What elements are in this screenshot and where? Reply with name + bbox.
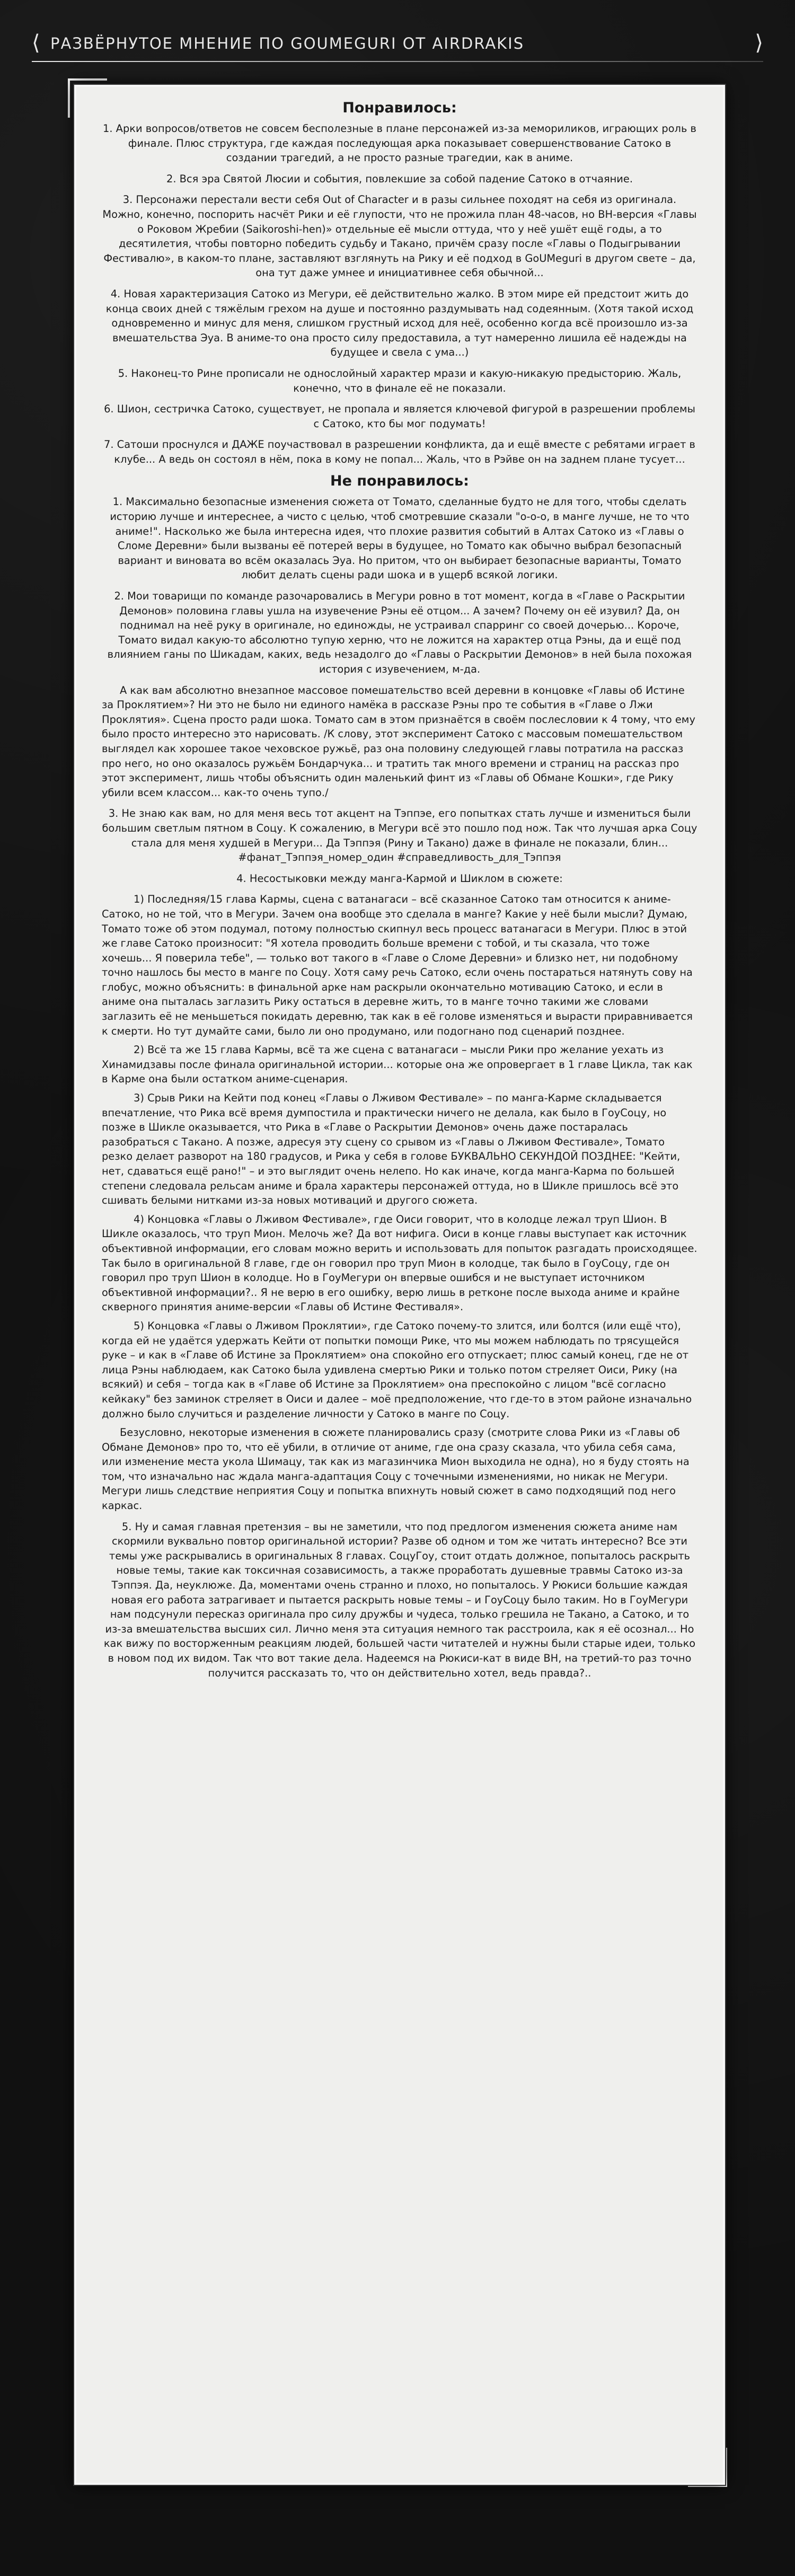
disliked-item: 4. Несостыковки между манга-Кармой и Шиклом в сюжете:	[236, 872, 563, 885]
disliked-item: А как вам абсолютно внезапное массовое помешательство всей деревни в концовке «Главы об Истине за Проклятием»? Ни это не было ни единого намёка в рассказе Рэны про те события в «Главе о Лжи Проклятия». Сцена просто ради шока. Томато сам в этом признаётся в своём послесловии к 4 тому, что ему было просто интересно это нарисовать. /К слову, этот эксперимент Сатоко с массовым помешательством выглядел как хорошее такое чеховское ружьё, раз она половину следующей главы потратила на рассказ про него, но оно оказалось ружьём Бондарчука... и тратить так много времени и страниц на рассказ про этот эксперимент, лишь чтобы объяснить один маленький финт из «Главы об Обмане Кошки», где Рику убили всем классом... как-то очень тупо./	[102, 684, 695, 799]
disliked-item: Безусловно, некоторые изменения в сюжете планировались сразу (смотрите слова Рики из «Главы об Обмане Демонов» про то, что её убили, в отличие от аниме, где она сразу сказала, что убила себя сама, или изменение места укола Шимацу, так как из магазинчика Мион выходила не одна), но я буду стоять на том, что изначально нас ждала манга-адаптация Соцу с точечными изменениями, но никак не Мегури. Мегури лишь следствие неприятия Соцу и попытка впихнуть новый сюжет в само подходящий под него каркас.	[102, 1426, 690, 1512]
review-content	[102, 96, 697, 2473]
header-bracket-left: ⟨	[32, 31, 40, 55]
disliked-subitem: 4) Концовка «Главы о Лживом Фестивале», где Оиси говорит, что в колодце лежал труп Шион. В Шикле оказалось, что труп Мион. Мелочь же? Да вот нифига. Оиси в конце главы выступает как источник объективной информации, его словам можно верить и использовать для попыток разгадать происходящее. Так было в оригинальной 8 главе, где он говорил про труп Мион в колодце, так было в ГоуСоцу, где он говорил про труп Шион в колодце. Но в ГоуМегури он впервые ошибся и не выступает источником объективной информации?.. Я не верю в его ошибку, верю лишь в ретконе после выхода аниме и крайне скверного принятия аниме-версии «Главы об Истине Фестиваля».	[102, 1213, 697, 1313]
disliked-subitem: 3) Срыв Рики на Кейти под конец «Главы о Лживом Фестивале» – по манга-Карме складывается впечатление, что Рика всё время думпостила и практически ничего не делала, как было в ГоуСоцу, но позже в Шикле оказывается, что Рика в «Главе о Раскрытии Демонов» очень даже постаралась разобраться с Такано. А позже, адресуя эту сцену со срывом из «Главы о Лживом Фестивале», Томато резко делает разворот на 180 градусов, и Рика у себя в голове БУКВАЛЬНО СЕКУНДОЙ ПОЗДНЕЕ: "Кейти, нет, сдаваться ещё рано!" – и это выглядит очень нелепо. Но как иначе, когда манга-Карма по большей степени следовала рельсам аниме и брала характеры персонажей оттуда, но в Шикле пришлось всё это сшивать белыми нитками из-за новых мотиваций и другого сюжета.	[102, 1092, 681, 1207]
liked-item: 3. Персонажи перестали вести себя Out of Character и в разы сильнее походят на себя из оригинала. Можно, конечно, поспорить насчёт Рики и её глупости, что не прожила план 48-часов, но ВН-версия «Главы о Роковом Жребии (Saikoroshi-hen)» отдельные её мысли оттуда, что у неё ушёт ещё годы, а то десятилетия, чтобы повторно победить судьбу и Такано, причём сразу после «Главы о Подыгрывании Фестивалю», в каком-то плане, заставляют взглянуть на Рику и её подход в GoUMeguri в другом свете – да, она тут даже умнее и инициативнее себя обычной...	[102, 193, 697, 279]
disliked-heading: Не понравилось:	[330, 473, 469, 490]
liked-item: 4. Новая характеризация Сатоко из Мегури, её действительно жалко. В этом мире ей предстоит жить до конца своих дней с тяжёлым грехом на душе и постоянно раздумывать над содеянным. (Хотя такой исход одновременно и минус для меня, слишком грустный исход для неё, особенно когда всё произошло из-за вмешательства Эуа. В аниме-то она просто силу предоставила, а тут намеренно лишила её надежды на будущее и свела с ума...)	[105, 287, 694, 359]
header-bracket-right: ⟩	[755, 31, 763, 55]
header	[32, 29, 763, 66]
header-divider	[32, 61, 763, 62]
liked-item: 2. Вся эра Святой Люсии и события, повлекшие за собой падение Сатоко в отчаяние.	[166, 172, 633, 185]
disliked-item: 1. Максимально безопасные изменения сюжета от Томато, сделанные будто не для того, чтобы сделать историю лучше и интереснее, а чисто с целью, чтоб смотревшие сказали "о-о-о, в манге лучше, не то что аниме!". Насколько же была интересна идея, что плохие развития событий в Алтах Сатоко из «Главы о Сломе Деревни» были вызваны её потерей веры в будущее, но Томато как обычно выбрал безопасный вариант и виновата во всём оказалась Эуа. Но притом, что он выбирает безопасные варианты, Томато любит делать сцены ради шока и в ущерб всякой логики.	[110, 496, 690, 581]
liked-item: 5. Наконец-то Рине прописали не однослойный характер мрази и какую-никакую предысторию. Жаль, конечно, что в финале её не показали.	[118, 367, 682, 394]
liked-item: 1. Арки вопросов/ответов не совсем бесполезные в плане персонажей из-за мемориликов, играющих роль в финале. Плюс структура, где каждая последующая арка показывает совершенствование Сатоко в создании трагедий, а не просто разные трагедии, как в аниме.	[103, 122, 696, 164]
page-title: РАЗВЁРНУТОЕ МНЕНИЕ ПО GOUMEGURI ОТ AIRDRAKIS	[50, 34, 525, 52]
disliked-subitem: 2) Всё та же 15 глава Кармы, всё та же сцена с ватанагаси – мысли Рики про желание уехать из Хинамидзавы после финала оригинальной истории... которые она же опровергает в 1 главе Цикла, так как в Карме она были остатком аниме-сценария.	[102, 1044, 693, 1086]
review-panel	[74, 85, 725, 2485]
disliked-subitem: 5) Концовка «Главы о Лживом Проклятии», где Сатоко почему-то злится, или болтся (или ещё что), когда ей не удаётся удержать Кейти от попытки помощи Рике, что мы можем наблюдать по трясущейся руке – и как в «Главе об Истине за Проклятием» она спокойно его отпускает; плюс самый конец, где не от лица Рэны наблюдаем, как Сатоко была удивлена смертью Рики и только потом стреляет Оиси, Рику (на всякий) и себя – тогда как в «Главе об Истине за Проклятием» она преспокойно с лицом "всё согласно кейкаку" без заминок стреляет в Оиси и далее – моё предположение, что где-то в этом районе изначально должно было случиться и разделение личности у Сатоко в манге по Соцу.	[102, 1319, 692, 1420]
disliked-item: 2. Мои товарищи по команде разочаровались в Мегури ровно в тот момент, когда в «Главе о Раскрытии Демонов» половина главы ушла на изувечение Рэны её отцом... А зачем? Почему он её изувил? Да, он поднимал на неё руку в оригинале, но единожды, не устраивал спарринг со своей дочерью... Короче, Томато видал какую-то абсолютно тупую херню, что не ложится на характер отца Рэны, да и ещё под влиянием ганы по Шикадам, каких, ведь незадолго до «Главы о Раскрытии Демонов» в ней была похожая история с изувечением, м-да.	[107, 590, 692, 675]
disliked-item: 3. Не знаю как вам, но для меня весь тот акцент на Тэппэе, его попытках стать лучше и измениться были большим светлым пятном в Соцу. К сожалению, в Мегури всё это пошло под нож. Так что лучшая арка Соцу стала для меня худшей в Мегури... Да Тэппэя (Рину и Такано) даже в финале не показали, блин... #фанат_Тэппэя_номер_один #справедливость_для_Тэппэя	[102, 807, 697, 864]
liked-item: 7. Сатоши проснулся и ДАЖЕ поучаствовал в разрешении конфликта, да и ещё вместе с ребятами играет в клубе... А ведь он состоял в нём, пока в кому не попал... Жаль, что в Рэйве он на заднем плане тусует...	[104, 438, 695, 465]
liked-heading: Понравилось:	[342, 100, 457, 116]
disliked-item: 5. Ну и самая главная претензия – вы не заметили, что под предлогом изменения сюжета аниме нам скормили вуквально повтор оригинальной истории? Разве об одном и том же читать интересно? Все эти темы уже раскрывались в оригинальных 8 главах. СоцуГоу, стоит отдать должное, попыталось раскрыть новые темы, такие как токсичная созависимость, а также проработать душевные травмы Сатоко из-за Тэппэя. Да, неуклюже. Да, моментами очень странно и плохо, но попыталось. У Рюкиси большие каждая новая его работа затрагивает и пытается раскрыть новые темы – и ГоуСоцу было таким. Но в ГоуМегури нам подсунули пересказ оригинала про силу дружбы и чудеса, только грешила не Такано, а Сатоко, и то из-за вмешательства высших сил. Лично меня эта ситуация немного так расстроила, как я её осознал... Но как вижу по восторженным реакциям людей, большей части читателей и нужны были старые идеи, только в новом под их видом. Так что вот такие дела. Надеемся на Рюкиси-кат в виде ВН, на третий-то раз точно получится рассказать то, что он действительно хотел, ведь правда?..	[103, 1520, 696, 1679]
liked-item: 6. Шион, сестричка Сатоко, существует, не пропала и является ключевой фигурой в разрешении проблемы с Сатоко, кто бы мог подумать!	[104, 403, 695, 430]
disliked-subitem: 1) Последняя/15 глава Кармы, сцена с ватанагаси – всё сказанное Сатоко там относится к аниме-Сатоко, но не той, что в Мегури. Зачем она вообще это сделала в манге? Какие у неё были мысли? Думаю, Томато тоже об этом подумал, потому полностью скипнул весь процесс ватанагаси в Мегури. Плюс в этой же главе Сатоко произносит: "Я хотела проводить больше времени с тобой, и ты сказала, что тоже хочешь... Я поверила тебе", — только вот такого в «Главе о Сломе Деревни» и близко нет, ни подобному точно нашлось бы место в манге по Соцу. Хотя саму речь Сатоко, если очень постараться натянуть сову на глобус, можно объяснить: в финальной арке нам раскрыли окончательно мотивацию Сатоко, и если в аниме она пыталась заглазить Рику остаться в деревне жить, то в манге точно такими же словами заглазить её не меньшеться покидать деревню, так как в её голове изменяться и вырасти приравнивается к смерти. Но тут думайте сами, было ли оно продумано, или подогнано под сценарий позднее.	[102, 893, 693, 1037]
